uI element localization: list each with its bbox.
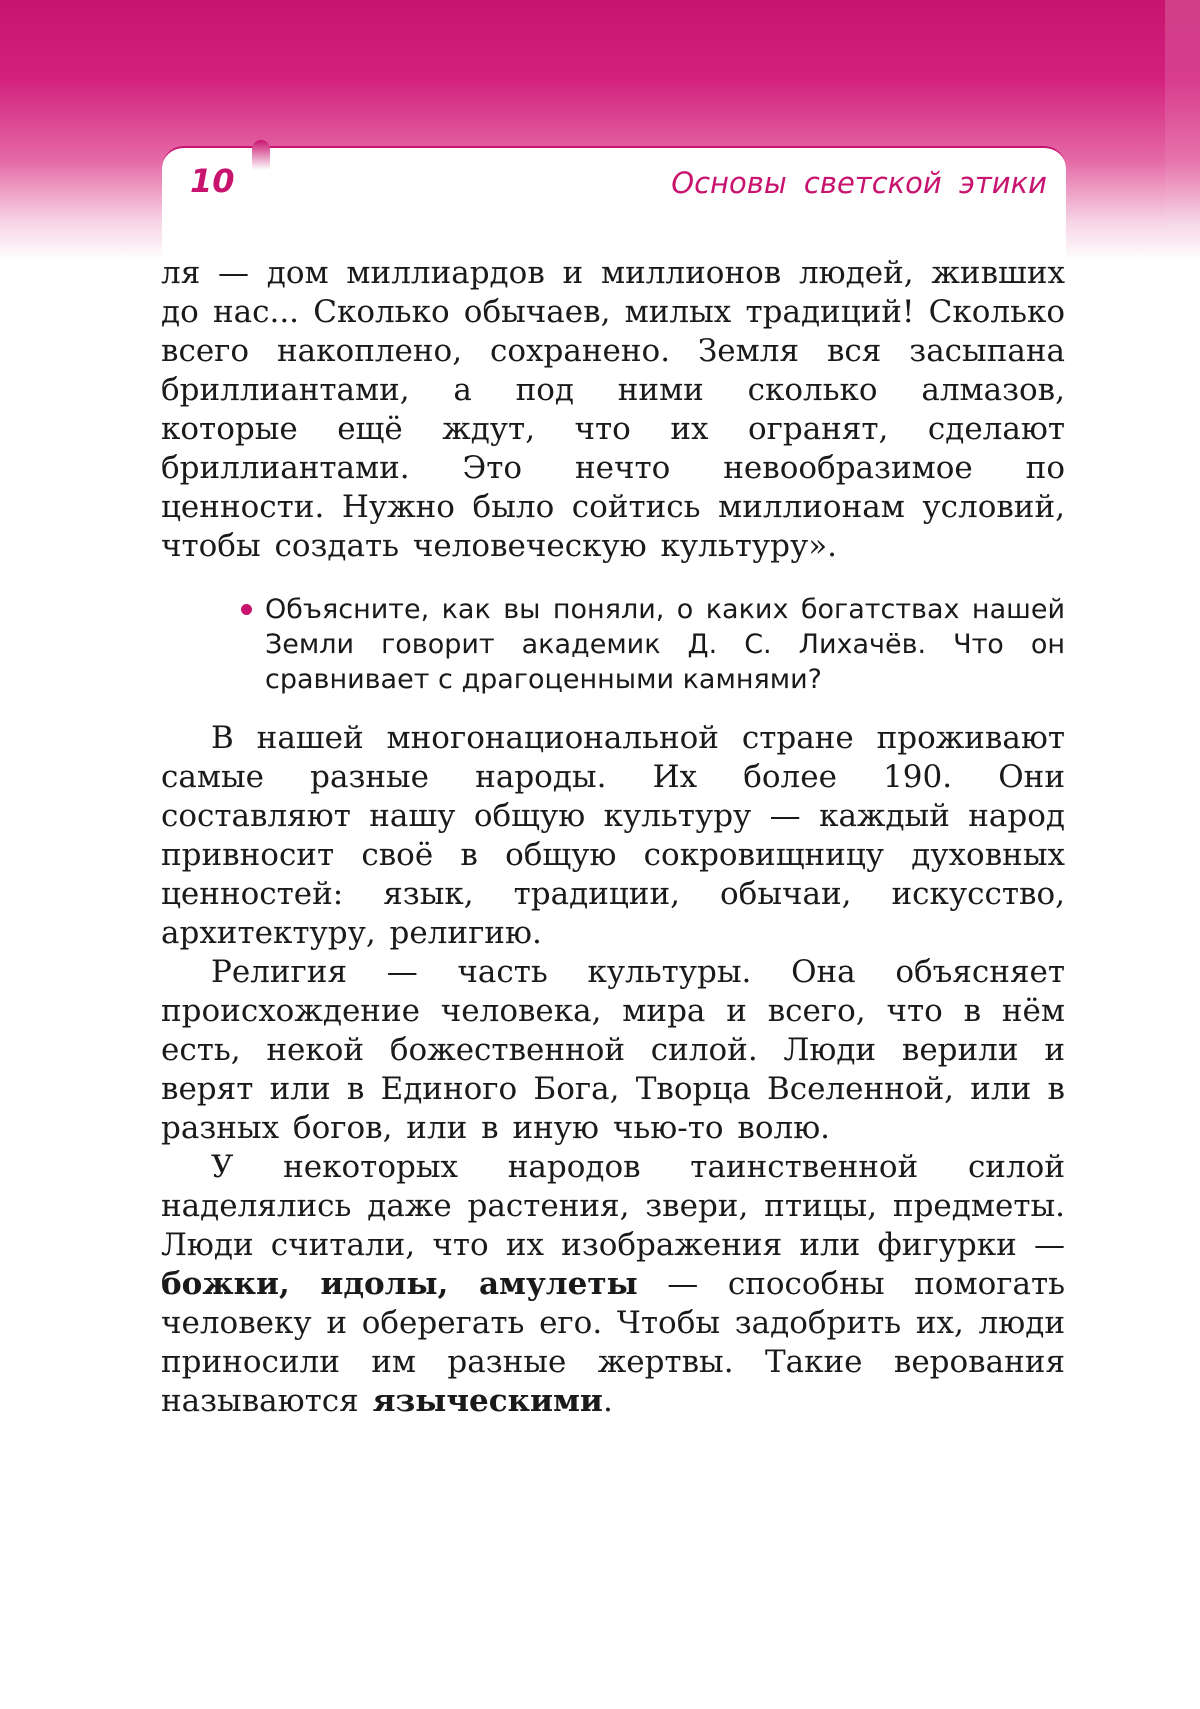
paragraph-peoples: В нашей многонациональной стране проживают самые разные народы. Их более 190. Они составляют нашу общую культуру — каждый народ привносит своё в общую сокровищницу духовных ценностей: язык, традиции, обычаи, искусство, архитектуру, религию. [161, 720, 1065, 951]
term-pagan: языческими [372, 1383, 603, 1419]
page-edge-strip [1165, 0, 1200, 260]
section-title: Основы светской этики [671, 166, 1047, 200]
header-tab-divider [252, 140, 270, 170]
paganism-text-b: — способны помогать человеку и оберегать его. Чтобы задобрить их, люди приносили им разные жертвы. Такие верования называются [161, 1266, 1065, 1419]
term-idols: божки, идолы, амулеты [161, 1266, 638, 1302]
bullet-icon [241, 604, 252, 615]
paragraph-religion: Религия — часть культуры. Она объясняет происхождение человека, мира и всего, что в нём есть, некой божественной силой. Люди верили и верят или в Единого Бога, Творца Вселенной, или в разных богов, или в иную чью-то волю. [161, 954, 1065, 1146]
header-card [162, 146, 1066, 268]
paragraph-quote-end: ля — дом миллиардов и миллионов людей, живших до нас... Сколько обычаев, милых традиций! Сколько всего накоплено, сохранено. Земля вся засыпана бриллиантами, а под ними сколько алмазов, которые ещё ждут, что их огранят, сделают бриллиантами. Это нечто невообразимое по ценности. Нужно было сойтись миллионам условий, чтобы создать человеческую культуру». [161, 255, 1065, 564]
paragraph-paganism [161, 1148, 1065, 1421]
page-content [161, 254, 1065, 1421]
question-block [161, 592, 1065, 697]
paganism-text-c: . [602, 1383, 613, 1419]
question-text: Объясните, как вы поняли, о каких богатствах нашей Земли говорит академик Д. С. Лихачёв. Что он сравнивает с драгоценными камнями? [265, 594, 1065, 695]
paganism-text-a: У некоторых народов таинственной силой наделялись даже растения, звери, птицы, предметы. Люди считали, что их изображения или фигурки — [161, 1149, 1065, 1263]
page-number: 10 [190, 162, 235, 200]
